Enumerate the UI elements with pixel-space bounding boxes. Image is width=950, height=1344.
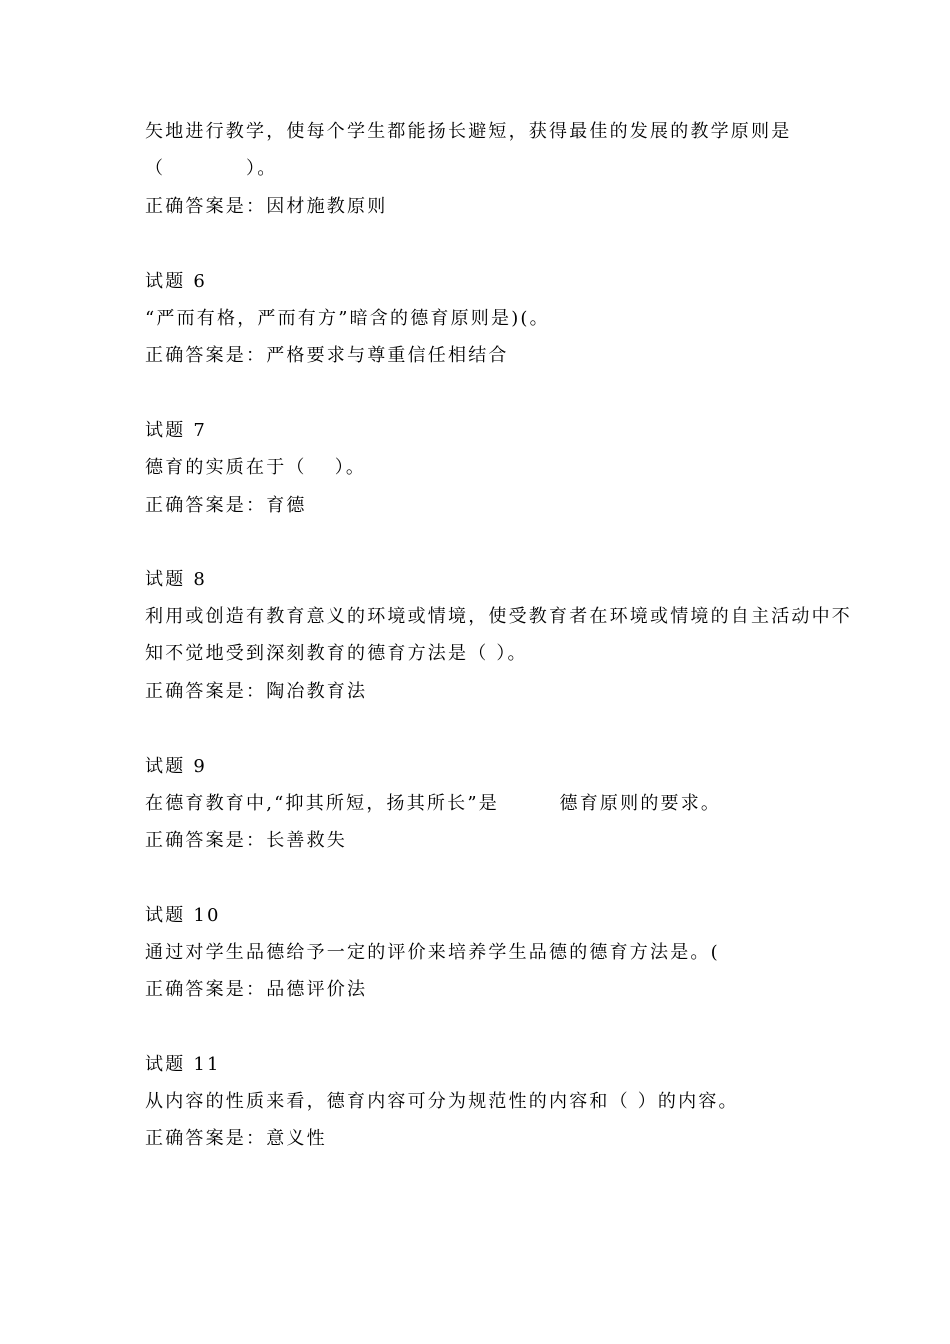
question-10-heading: 试题 10 [145,905,221,926]
question-11-heading: 试题 11 [145,1054,221,1075]
question-7-text: 德育的实质在于（ ）。 [145,457,367,478]
question-7-heading: 试题 7 [145,420,207,441]
question-9-answer: 正确答案是：长善救失 [145,830,347,851]
question-7-answer: 正确答案是：育德 [145,495,307,516]
question-9-text: 在德育教育中,“抑其所短，扬其所长”是 德育原则的要求。 [145,793,722,814]
question-6-answer: 正确答案是：严格要求与尊重信任相结合 [145,345,509,366]
question-8-text-line-2: 知不觉地受到深刻教育的德育方法是（ ）。 [145,643,528,664]
question-11-text: 从内容的性质来看，德育内容可分为规范性的内容和（ ）的内容。 [145,1091,739,1112]
question-10-text: 通过对学生品德给予一定的评价来培养学生品德的德育方法是。( [145,942,720,963]
question-6-heading: 试题 6 [145,271,207,292]
question-5-text-line-2: （ ）。 [145,158,278,179]
question-5-answer: 正确答案是：因材施教原则 [145,196,388,217]
question-8-answer: 正确答案是：陶冶教育法 [145,681,368,702]
question-8-heading: 试题 8 [145,569,207,590]
question-5-text-line-1: 矢地进行教学，使每个学生都能扬长避短，获得最佳的发展的教学原则是 [145,121,792,142]
question-11-answer: 正确答案是：意义性 [145,1128,327,1149]
question-9-heading: 试题 9 [145,756,207,777]
question-6-text: “严而有格，严而有方”暗含的德育原则是)(。 [145,308,550,329]
question-10-answer: 正确答案是：品德评价法 [145,979,368,1000]
question-8-text-line-1: 利用或创造有教育意义的环境或情境，使受教育者在环境或情境的自主活动中不 [145,606,852,627]
